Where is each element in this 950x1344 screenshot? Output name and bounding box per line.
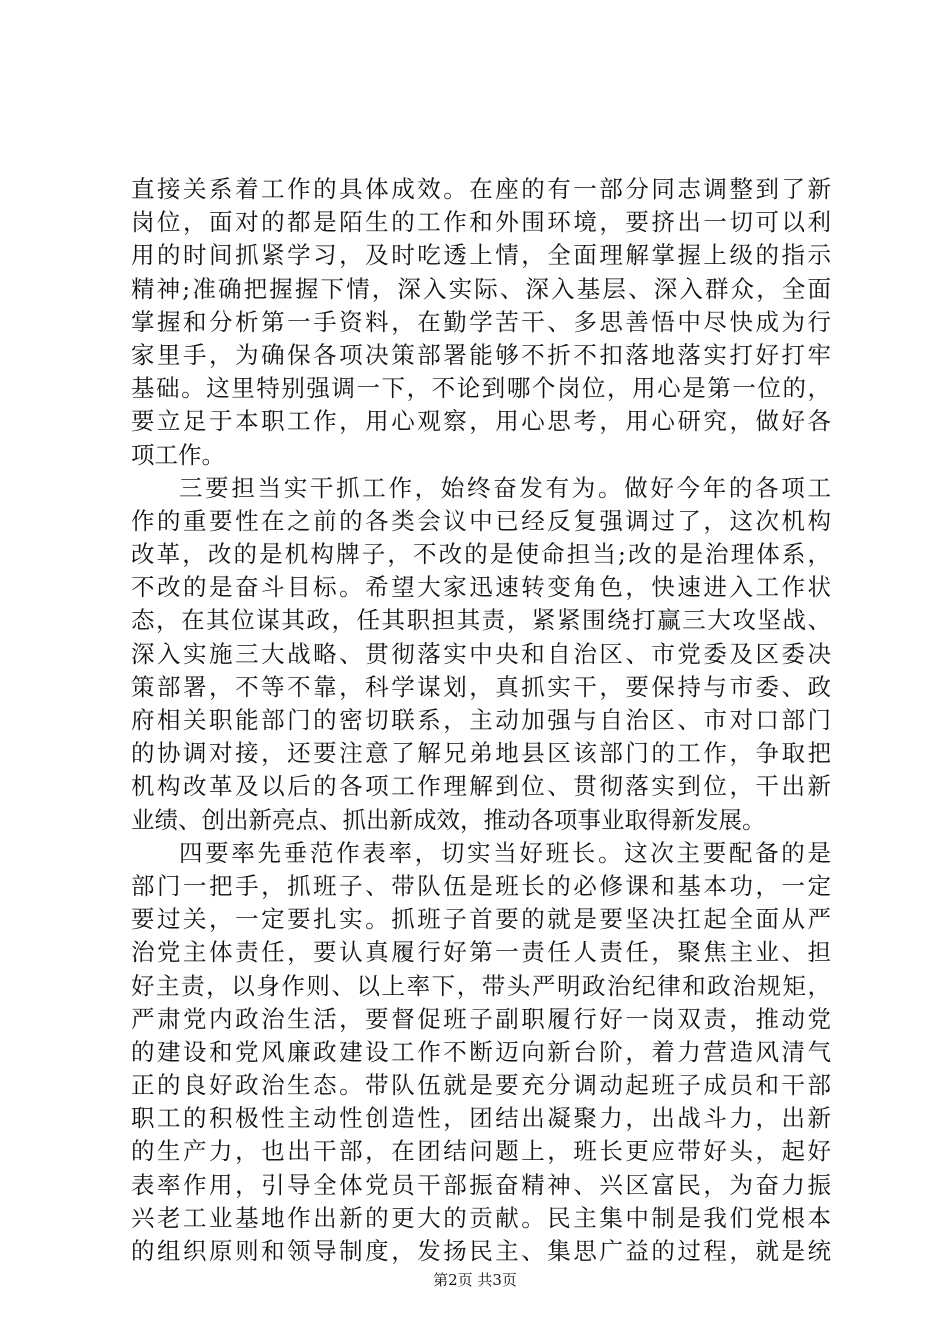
text-line: 的组织原则和领导制度，发扬民主、集思广益的过程，就是统: [131, 1237, 831, 1265]
text-line: 项工作。: [131, 440, 225, 469]
text-line: 岗位，面对的都是陌生的工作和外围环境，要挤出一切可以利: [131, 208, 831, 237]
text-line: 表率作用，引导全体党员干部振奋精神、兴区富民，为奋力振: [131, 1170, 831, 1199]
text-line: 府相关职能部门的密切联系，主动加强与自治区、市对口部门: [131, 706, 831, 734]
text-line: 的协调对接，还要注意了解兄弟地县区该部门的工作，争取把: [131, 739, 831, 768]
text-line: 不改的是奋斗目标。希望大家迅速转变角色，快速进入工作状: [131, 573, 831, 602]
paragraph-first-line: 四要率先垂范作表率，切实当好班长。这次主要配备的是: [179, 838, 831, 867]
text-line: 基础。这里特别强调一下，不论到哪个岗位，用心是第一位的，: [131, 374, 831, 403]
text-line: 部门一把手，抓班子、带队伍是班长的必修课和基本功，一定: [131, 871, 831, 900]
text-line: 职工的积极性主动性创造性，团结出凝聚力，出战斗力，出新: [131, 1104, 831, 1133]
text-line: 策部署，不等不靠，科学谋划，真抓实干，要保持与市委、政: [131, 672, 831, 701]
text-line: 深入实施三大战略、贯彻落实中央和自治区、市党委及区委决: [131, 639, 831, 668]
text-line: 作的重要性在之前的各类会议中已经反复强调过了，这次机构: [131, 506, 831, 535]
text-line: 严肃党内政治生活，要督促班子副职履行好一岗双责，推动党: [131, 1004, 831, 1033]
text-line: 机构改革及以后的各项工作理解到位、贯彻落实到位，干出新: [131, 772, 831, 801]
text-line: 态，在其位谋其政，任其职担其责，紧紧围绕打赢三大攻坚战、: [131, 606, 831, 635]
text-line: 要立足于本职工作，用心观察，用心思考，用心研究，做好各: [131, 407, 831, 436]
text-line: 改革，改的是机构牌子，不改的是使命担当;改的是治理体系，: [131, 540, 831, 569]
text-line: 治党主体责任，要认真履行好第一责任人责任，聚焦主业、担: [131, 938, 831, 967]
text-line: 兴老工业基地作出新的更大的贡献。民主集中制是我们党根本: [131, 1203, 831, 1232]
text-line: 要过关，一定要扎实。抓班子首要的就是要坚决扛起全面从严: [131, 905, 831, 934]
document-body: [131, 173, 831, 1268]
paragraph-first-line: 三要担当实干抓工作，始终奋发有为。做好今年的各项工: [179, 473, 831, 502]
page-number-footer: 第2页 共3页: [433, 1271, 517, 1289]
text-line: 家里手，为确保各项决策部署能够不折不扣落地落实打好打牢: [131, 340, 831, 369]
text-line: 掌握和分析第一手资料，在勤学苦干、多思善悟中尽快成为行: [131, 307, 831, 336]
text-line: 精神;准确把握握下情，深入实际、深入基层、深入群众，全面: [131, 274, 831, 303]
text-line: 业绩、创出新亮点、抓出新成效，推动各项事业取得新发展。: [131, 805, 766, 834]
text-line: 直接关系着工作的具体成效。在座的有一部分同志调整到了新: [131, 175, 831, 203]
text-line: 用的时间抓紧学习，及时吃透上情，全面理解掌握上级的指示: [131, 241, 831, 270]
text-line: 好主责，以身作则、以上率下，带头严明政治纪律和政治规矩，: [131, 971, 831, 1000]
text-line: 正的良好政治生态。带队伍就是要充分调动起班子成员和干部: [131, 1071, 831, 1100]
text-line: 的生产力，也出干部，在团结问题上，班长更应带好头，起好: [131, 1137, 831, 1166]
text-line: 的建设和党风廉政建设工作不断迈向新台阶，着力营造风清气: [131, 1037, 831, 1066]
